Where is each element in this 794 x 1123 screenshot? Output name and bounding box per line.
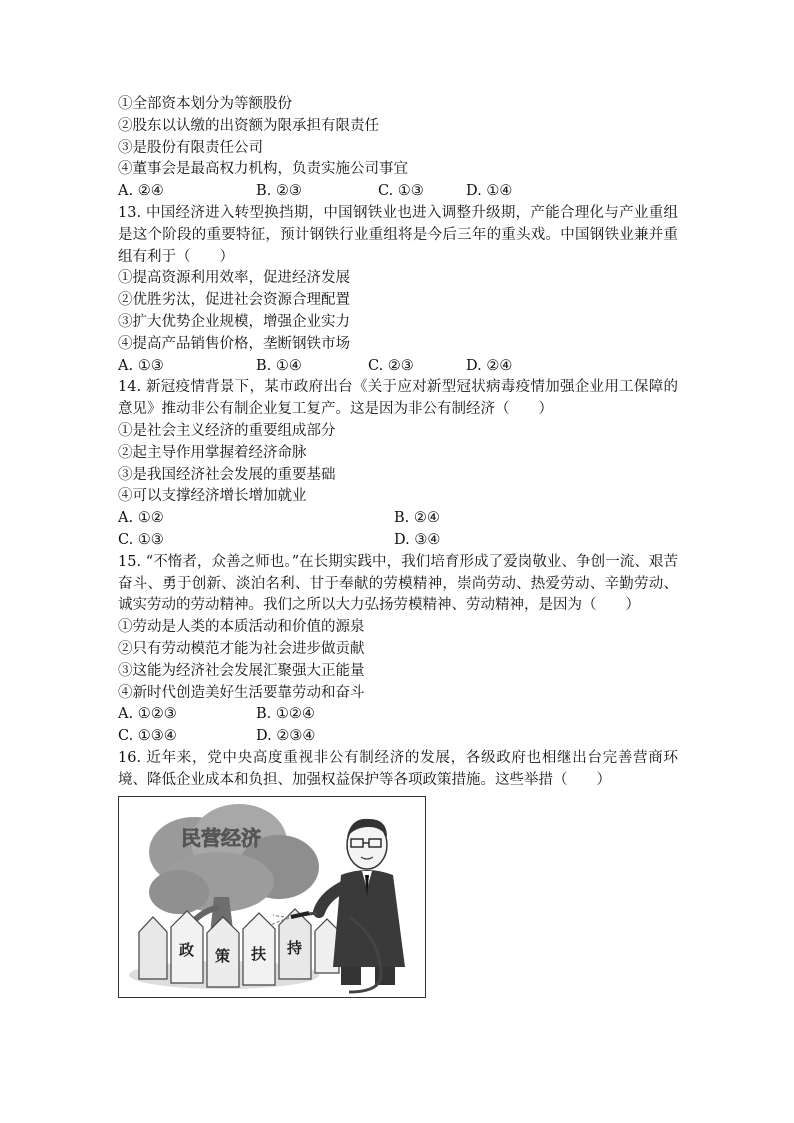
- tree-canopy: [149, 804, 319, 914]
- q15-statement-3: ③这能为经济社会发展汇聚强大正能量: [118, 662, 365, 679]
- q15-choice-a[interactable]: A. ①②③: [118, 706, 177, 723]
- q13-statement-1: ①提高资源利用效率，促进经济发展: [118, 270, 350, 287]
- fence-char-3: 扶: [251, 944, 267, 963]
- q12-statement-3: ③是股份有限责任公司: [118, 139, 263, 156]
- q12-choice-a[interactable]: A. ②④: [118, 183, 164, 200]
- q12-statement-4: ④董事会是最高权力机构，负责实施公司事宜: [118, 161, 408, 178]
- q15-statement-1: ①劳动是人类的本质活动和价值的源泉: [118, 619, 365, 636]
- q14-statement-3: ③是我国经济社会发展的重要基础: [118, 466, 336, 483]
- q12-choice-b[interactable]: B. ②③: [256, 183, 302, 200]
- q15-stem: 15. “不惰者，众善之师也。”在长期实践中，我们培育形成了爱岗敬业、争创一流、艰苦奋斗、勇于创新、淡泊名利、甘于奉献的劳模精神，崇尚劳动、热爱劳动、辛勤劳动、诚实劳动的劳动精神。我们之所以大力弘扬劳模精神、劳动精神，是因为（ ）: [118, 553, 678, 614]
- q14-stem: 14. 新冠疫情背景下，某市政府出台《关于应对新型冠状病毒疫情加强企业用工保障的意见》推动非公有制企业复工复产。这是因为非公有制经济（ ）: [118, 379, 678, 418]
- q13-stem: 13. 中国经济进入转型换挡期，中国钢铁业也进入调整升级期，产能合理化与产业重组是这个阶段的重要特征，预计钢铁行业重组将是今后三年的重头戏。中国钢铁业兼并重组有利于（ ）: [118, 204, 678, 265]
- q13-statement-4: ④提高产品销售价格，垄断钢铁市场: [118, 335, 350, 352]
- cartoon-figure: [118, 796, 426, 998]
- q14-choice-b[interactable]: B. ②④: [394, 510, 440, 527]
- tree-label-text: 民营经济: [181, 825, 261, 850]
- q14-choices: [118, 508, 678, 552]
- q13-statement-3: ③扩大优势企业规模，增强企业实力: [118, 313, 350, 330]
- q13-choice-a[interactable]: A. ①③: [118, 357, 164, 374]
- q13-choice-d[interactable]: D. ②④: [466, 357, 513, 374]
- q12-statement-2: ②股东以认缴的出资额为限承担有限责任: [118, 117, 379, 134]
- q12-choice-c[interactable]: C. ①③: [378, 183, 424, 200]
- q12-choice-d[interactable]: D. ①④: [466, 183, 513, 200]
- q14-choice-a[interactable]: A. ①②: [118, 510, 164, 527]
- q14-statement-2: ②起主导作用掌握着经济命脉: [118, 444, 307, 461]
- q15-choices-row2: [118, 726, 678, 748]
- fence-char-4: 持: [287, 938, 303, 957]
- fence-char-2: 策: [215, 946, 231, 965]
- q12-statement-1: ①全部资本划分为等额股份: [118, 96, 292, 112]
- q12-choices: [118, 181, 678, 203]
- fence-char-1: 政: [179, 940, 195, 959]
- q13-choices: [118, 356, 678, 378]
- exam-page: [118, 94, 678, 998]
- q15-choice-c[interactable]: C. ①③④: [118, 728, 177, 745]
- q14-statement-4: ④可以支撑经济增长增加就业: [118, 488, 307, 505]
- q14-choice-d[interactable]: D. ③④: [394, 531, 441, 548]
- q14-choice-c[interactable]: C. ①③: [118, 531, 164, 548]
- q15-choices-row1: [118, 704, 678, 726]
- q16-stem: 16. 近年来，党中央高度重视非公有制经济的发展，各级政府也相继出台完善营商环境、降低企业成本和负担、加强权益保护等各项政策措施。这些举措（ ）: [118, 749, 678, 788]
- q15-choice-b[interactable]: B. ①②④: [256, 706, 315, 723]
- q15-statement-4: ④新时代创造美好生活要靠劳动和奋斗: [118, 684, 365, 701]
- q15-statement-2: ②只有劳动模范才能为社会进步做贡献: [118, 640, 365, 657]
- q14-statement-1: ①是社会主义经济的重要组成部分: [118, 422, 336, 439]
- q13-choice-b[interactable]: B. ①④: [256, 357, 302, 374]
- cartoon-illustration: [119, 797, 425, 997]
- q15-choice-d[interactable]: D. ②③④: [256, 728, 316, 745]
- q13-statement-2: ②优胜劣汰，促进社会资源合理配置: [118, 292, 350, 309]
- q13-choice-c[interactable]: C. ②③: [368, 357, 414, 374]
